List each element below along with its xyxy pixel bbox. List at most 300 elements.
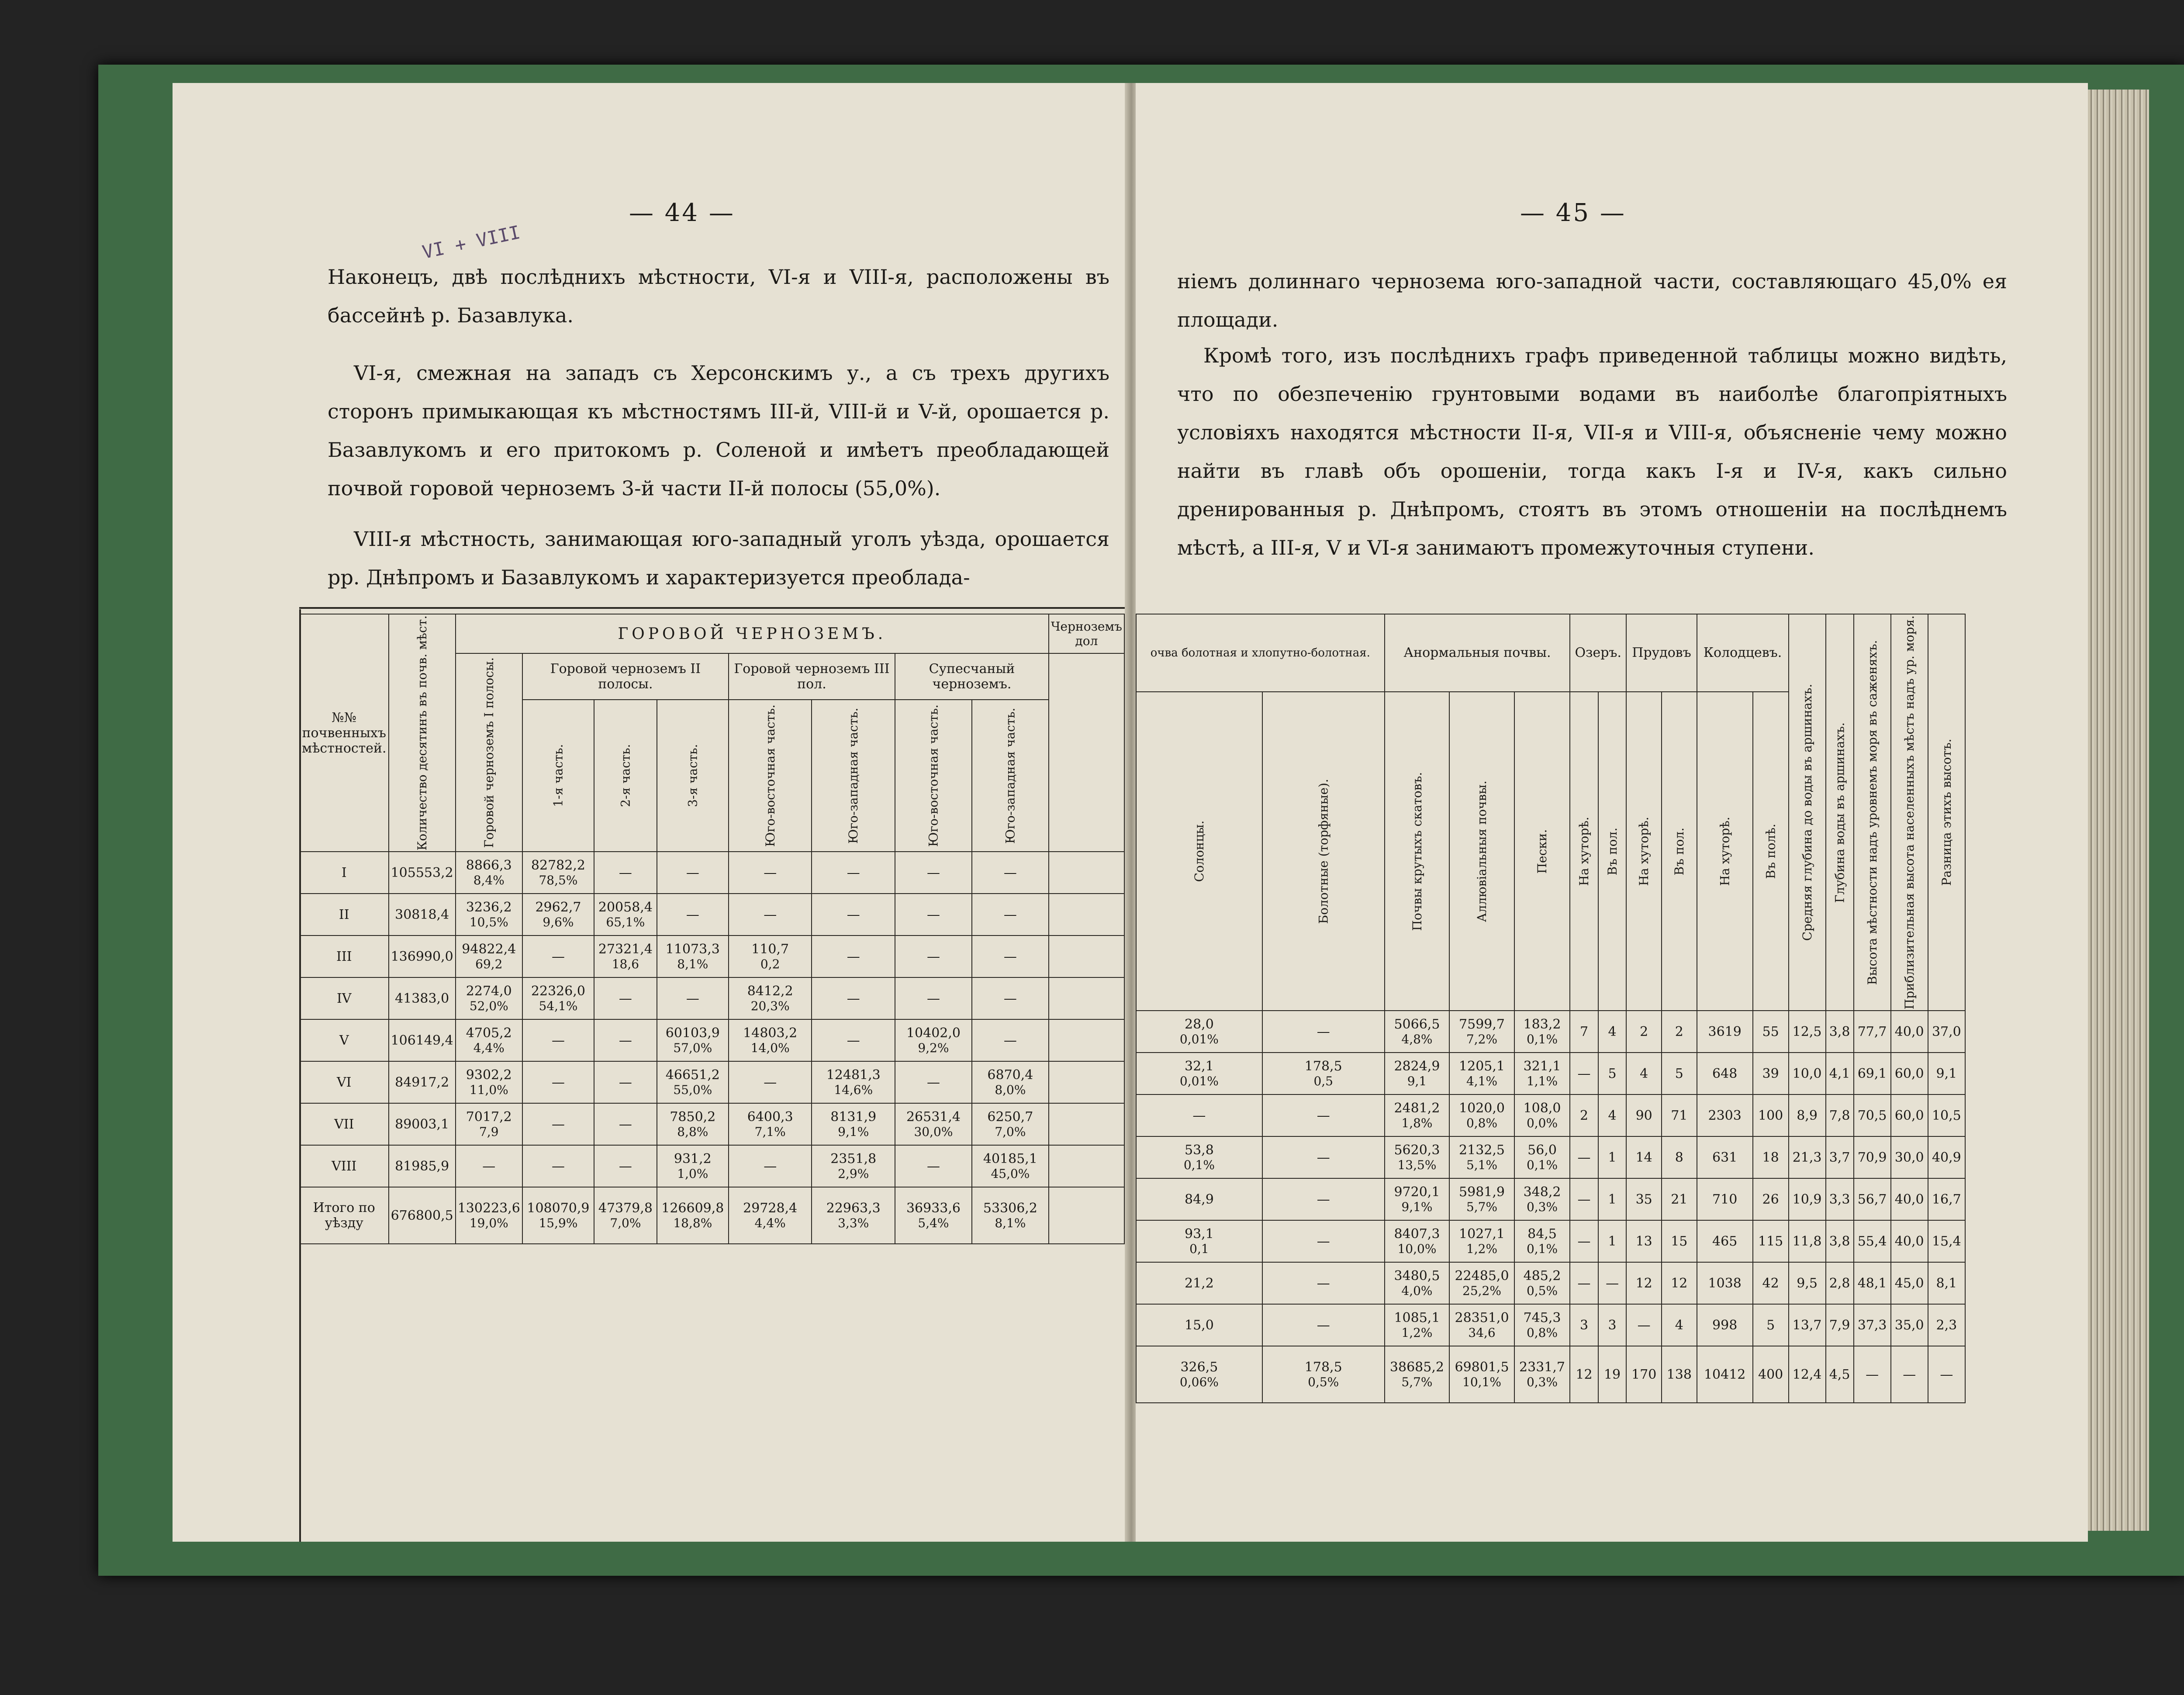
soil-cell-percent: 3,3% [838, 1216, 869, 1231]
soil-cell-percent: 20,3% [750, 999, 790, 1014]
alluv-cell-percent: 25,2% [1462, 1284, 1501, 1298]
soil-cell-percent: 8,1% [677, 957, 708, 972]
col-header-kolod-pol: Въ полѣ. [1753, 692, 1789, 1011]
count-cell: — [1626, 1304, 1662, 1346]
peski-cell-percent: 0,1% [1526, 1242, 1558, 1257]
boloto-cell-percent: 0,5 [1313, 1074, 1333, 1089]
peski-cell-value: 183,2 [1523, 1017, 1561, 1032]
peski-cell-value: 84,5 [1527, 1226, 1557, 1242]
soil-cell [594, 977, 657, 1019]
count-cell: 55 [1753, 1011, 1789, 1053]
alluv-cell-percent: 4,1% [1466, 1074, 1498, 1089]
alluv-cell [1449, 1178, 1514, 1220]
count-cell: 10,0 [1789, 1053, 1826, 1094]
area-cell: 676800,5 [389, 1187, 456, 1244]
group-header-ozer: Озеръ. [1570, 614, 1626, 692]
count-cell: 60,0 [1891, 1094, 1928, 1136]
soil-cell-value: 40185,1 [983, 1151, 1037, 1167]
peski-cell [1514, 1346, 1570, 1403]
soil-cell-percent: 4,4% [473, 1041, 505, 1056]
kruty-cell-value: 1085,1 [1394, 1310, 1440, 1326]
soil-cell-value: — [619, 1116, 632, 1132]
soil-cell-percent: 10,5% [469, 915, 508, 930]
solontsy-cell-value: 32,1 [1185, 1059, 1214, 1074]
table-row [300, 1145, 1124, 1187]
soil-cell [812, 1019, 895, 1061]
soil-cell [594, 1103, 657, 1145]
count-cell: 5 [1753, 1304, 1789, 1346]
count-cell: 4 [1626, 1053, 1662, 1094]
alluv-cell-percent: 5,7% [1466, 1200, 1498, 1215]
count-cell: 7,9 [1826, 1304, 1854, 1346]
soil-cell-value: — [619, 865, 632, 880]
row-label: II [300, 894, 389, 936]
alluv-cell [1449, 1220, 1514, 1262]
alluv-cell [1449, 1262, 1514, 1304]
col-header-number: №№ почвенныхъ мѣстностей. [300, 614, 389, 852]
solontsy-cell-percent: 0,01% [1179, 1074, 1219, 1089]
row-label: VII [300, 1103, 389, 1145]
soil-cell [972, 852, 1049, 894]
col-header-prud-pol: Въ пол. [1662, 692, 1697, 1011]
solontsy-cell [1136, 1136, 1262, 1178]
soil-cell-value: 4705,2 [466, 1025, 512, 1041]
dolin-cut-cell [1049, 977, 1124, 1019]
count-cell: 9,1 [1928, 1053, 1965, 1094]
peski-cell-value: 2331,7 [1519, 1360, 1565, 1375]
count-cell: 70,9 [1854, 1136, 1891, 1178]
soil-cell [522, 894, 594, 936]
soil-cell [522, 852, 594, 894]
soil-cell-value: — [764, 1074, 777, 1090]
alluv-cell-percent: 1,2% [1466, 1242, 1498, 1257]
count-cell: 115 [1753, 1220, 1789, 1262]
count-cell: 9,5 [1789, 1262, 1826, 1304]
peski-cell-value: 745,3 [1523, 1310, 1561, 1326]
left-page [173, 83, 1131, 1542]
solontsy-cell [1136, 1053, 1262, 1094]
count-cell: 1038 [1697, 1262, 1753, 1304]
soil-cell-value: 27321,4 [598, 942, 653, 957]
count-cell: 19 [1598, 1346, 1627, 1403]
count-cell: 3619 [1697, 1011, 1753, 1053]
col-header-sw-3: Юго-западная часть. [812, 700, 895, 852]
soil-cell-value: 108070,9 [527, 1201, 590, 1216]
alluv-cell-value: 69801,5 [1455, 1360, 1509, 1375]
soil-cell-value: 6870,4 [987, 1067, 1033, 1083]
peski-cell [1514, 1304, 1570, 1346]
soil-cell [812, 1103, 895, 1145]
soil-cell-percent: 52,0% [469, 999, 508, 1014]
count-cell: 3,8 [1826, 1220, 1854, 1262]
kruty-cell-percent: 1,2% [1401, 1326, 1433, 1340]
soil-cell-value: 46651,2 [665, 1067, 720, 1083]
alluv-cell [1449, 1136, 1514, 1178]
peski-cell [1514, 1053, 1570, 1094]
kruty-cell [1385, 1011, 1450, 1053]
soil-cell-value: 2351,8 [830, 1151, 877, 1167]
count-cell: 21,3 [1789, 1136, 1826, 1178]
count-cell: 12,4 [1789, 1346, 1826, 1403]
table-row [300, 1103, 1124, 1145]
col-header-se-3: Юго-восточная часть. [729, 700, 812, 852]
count-cell: 100 [1753, 1094, 1789, 1136]
soil-cell [972, 1019, 1049, 1061]
alluv-cell-percent: 7,2% [1466, 1032, 1498, 1047]
col-header-ozer-pol: Въ пол. [1598, 692, 1627, 1011]
soil-cell [729, 1187, 812, 1244]
group-header-gorovoy: ГОРОВОЙ ЧЕРНОЗЕМЪ. [456, 614, 1049, 653]
peski-cell [1514, 1178, 1570, 1220]
peski-cell [1514, 1011, 1570, 1053]
area-cell: 81985,9 [389, 1145, 456, 1187]
count-cell: — [1570, 1262, 1598, 1304]
soil-cell [729, 1145, 812, 1187]
soil-cell [812, 936, 895, 977]
solontsy-cell-percent: 0,01% [1179, 1032, 1219, 1047]
table-row [300, 1019, 1124, 1061]
boloto-cell [1262, 1011, 1385, 1053]
soil-cell-value: 22963,3 [826, 1201, 881, 1216]
soil-cell [522, 1103, 594, 1145]
left-paragraph-2: VI-я, смежная на западъ съ Херсонскимъ у., а съ трехъ другихъ сторонъ примыкающая къ мѣстностямъ III-й, VIII-й и V-й, орошается р. Базавлукомъ и его притокомъ р. Соленой и имѣетъ преобладающей почвой горовой черноземъ 3-й части II-й полосы (55,0%). [328, 361, 1109, 500]
row-label: VI [300, 1061, 389, 1103]
table-row [1136, 1053, 1965, 1094]
kruty-cell-value: 2481,2 [1394, 1101, 1440, 1116]
table-top-rule [299, 607, 1125, 609]
solontsy-cell-value: 15,0 [1185, 1317, 1214, 1333]
peski-cell-percent: 0,5% [1526, 1284, 1558, 1298]
count-cell: 7 [1570, 1011, 1598, 1053]
soil-cell [522, 1061, 594, 1103]
solontsy-cell [1136, 1094, 1262, 1136]
col-header-peski: Пески. [1514, 692, 1570, 1011]
table-row [300, 852, 1124, 894]
count-cell: 11,8 [1789, 1220, 1826, 1262]
count-cell: 2,3 [1928, 1304, 1965, 1346]
count-cell: — [1928, 1346, 1965, 1403]
soil-cell [456, 894, 522, 936]
solontsy-cell [1136, 1346, 1262, 1403]
count-cell: 14 [1626, 1136, 1662, 1178]
table-total-row [1136, 1346, 1965, 1403]
soil-cell-value: 6400,3 [747, 1109, 793, 1125]
soil-cell-percent: 65,1% [606, 915, 645, 930]
soil-cell-percent: 57,0% [673, 1041, 712, 1056]
count-cell: 35,0 [1891, 1304, 1928, 1346]
kruty-cell [1385, 1178, 1450, 1220]
soil-cell-value: 2274,0 [466, 984, 512, 999]
dolin-cut-cell [1049, 1145, 1124, 1187]
soil-cell-value: — [619, 1032, 632, 1048]
soil-cell-value: 94822,4 [462, 942, 516, 957]
table-row [1136, 1262, 1965, 1304]
peski-cell [1514, 1262, 1570, 1304]
kruty-cell-value: 2824,9 [1394, 1059, 1440, 1074]
count-cell: 2,8 [1826, 1262, 1854, 1304]
soil-cell [729, 1061, 812, 1103]
kruty-cell-value: 9720,1 [1394, 1184, 1440, 1200]
soil-cell-percent: 8,4% [473, 873, 505, 888]
soil-cell-value: 9302,2 [466, 1067, 512, 1083]
count-cell: 26 [1753, 1178, 1789, 1220]
col-header-settle-alt: Приблизительная высота населенныхъ мѣстъ надъ ур. моря. [1891, 614, 1928, 1011]
count-cell: 39 [1753, 1053, 1789, 1094]
soil-cell-value: — [926, 1158, 940, 1174]
peski-cell-percent: 0,3% [1526, 1200, 1558, 1215]
solontsy-cell-value: 28,0 [1185, 1017, 1214, 1032]
count-cell: 40,0 [1891, 1178, 1928, 1220]
soil-cell-value: — [551, 949, 565, 964]
soil-cell [594, 1187, 657, 1244]
soil-cell-value: 36933,6 [906, 1201, 961, 1216]
kruty-cell [1385, 1346, 1450, 1403]
soil-cell [895, 894, 972, 936]
soil-cell-value: — [1003, 991, 1017, 1006]
soil-cell-percent: 4,4% [754, 1216, 786, 1231]
count-cell: 42 [1753, 1262, 1789, 1304]
col-header-dolin-cut [1049, 653, 1124, 852]
alluv-cell-percent: 0,8% [1466, 1116, 1498, 1131]
count-cell: 69,1 [1854, 1053, 1891, 1094]
soil-cell-value: — [686, 907, 699, 922]
soil-cell [657, 977, 729, 1019]
soil-cell [456, 1103, 522, 1145]
soil-cell [594, 894, 657, 936]
sub-header-sandy: Супесчаный черноземъ. [895, 653, 1049, 700]
row-label: Итого по уѣзду [300, 1187, 389, 1244]
row-label: IV [300, 977, 389, 1019]
soil-cell [972, 936, 1049, 977]
col-header-water: Глубина воды въ аршинахъ. [1826, 614, 1854, 1011]
soil-cell [812, 1187, 895, 1244]
table-row [1136, 1178, 1965, 1220]
soil-cell-value: 82782,2 [531, 858, 585, 873]
kruty-cell-value: 5066,5 [1394, 1017, 1440, 1032]
alluv-cell-value: 7599,7 [1459, 1017, 1505, 1032]
col-header-ozer-hut: На хуторѣ. [1570, 692, 1598, 1011]
boloto-cell-value: — [1317, 1024, 1330, 1039]
count-cell: 3 [1570, 1304, 1598, 1346]
soil-cell [812, 852, 895, 894]
soil-cell-percent: 69,2 [475, 957, 503, 972]
solontsy-cell-percent: 0,06% [1179, 1375, 1219, 1390]
boloto-cell [1262, 1220, 1385, 1262]
alluv-cell-value: 28351,0 [1455, 1310, 1509, 1326]
count-cell: 8 [1662, 1136, 1697, 1178]
alluv-cell-value: 1020,0 [1459, 1101, 1505, 1116]
left-page-number: — 44 — [629, 199, 735, 227]
soil-cell-value: 8866,3 [466, 858, 512, 873]
area-cell: 41383,0 [389, 977, 456, 1019]
soil-cell [895, 852, 972, 894]
kruty-cell-percent: 13,5% [1397, 1158, 1437, 1173]
soil-cell [594, 852, 657, 894]
count-cell: 12 [1662, 1262, 1697, 1304]
soil-cell [657, 1103, 729, 1145]
boloto-cell-value: 178,5 [1304, 1360, 1342, 1375]
count-cell: 12 [1626, 1262, 1662, 1304]
boloto-cell-value: — [1317, 1275, 1330, 1291]
col-header-solontsy: Солонцы. [1136, 692, 1262, 1011]
soil-cell [895, 1019, 972, 1061]
alluv-cell-percent: 10,1% [1462, 1375, 1501, 1390]
soil-cell [657, 852, 729, 894]
soil-cell-value: — [847, 949, 860, 964]
soil-cell-value: — [847, 907, 860, 922]
boloto-cell-percent: 0,5% [1308, 1375, 1339, 1390]
count-cell: 21 [1662, 1178, 1697, 1220]
soil-cell-percent: 30,0% [914, 1125, 953, 1139]
table-row [300, 894, 1124, 936]
soil-cell [972, 1187, 1049, 1244]
kruty-cell [1385, 1304, 1450, 1346]
soil-cell [729, 977, 812, 1019]
table-row [1136, 1220, 1965, 1262]
count-cell: — [1570, 1178, 1598, 1220]
kruty-cell-percent: 4,0% [1401, 1284, 1433, 1298]
soil-cell-percent: 45,0% [991, 1167, 1030, 1181]
kruty-cell-percent: 10,0% [1397, 1242, 1437, 1257]
soil-cell-value: — [847, 865, 860, 880]
peski-cell [1514, 1220, 1570, 1262]
soil-cell-percent: 54,1% [539, 999, 578, 1014]
soil-cell-value: 60103,9 [665, 1025, 720, 1041]
soil-cell-percent: 11,0% [469, 1083, 508, 1098]
soil-cell [812, 1145, 895, 1187]
soil-cell-value: 931,2 [674, 1151, 712, 1167]
soil-cell [594, 936, 657, 977]
peski-cell-percent: 1,1% [1526, 1074, 1558, 1089]
soil-cell-value: 8412,2 [747, 984, 793, 999]
boloto-cell [1262, 1094, 1385, 1136]
soil-cell-percent: 18,6 [612, 957, 639, 972]
soil-cell-value: 3236,2 [466, 900, 512, 915]
group-header-prud: Прудовъ [1626, 614, 1697, 692]
right-paragraph-2: Кромѣ того, изъ послѣднихъ графъ приведенной таблицы можно видѣть, что по обезпеченію грунтовыми водами въ наиболѣе благопріятныхъ условіяхъ находятся мѣстности II-я, VII-я и VIII-я, объясненіе чему можно найти въ главѣ объ орошеніи, тогда какъ I-я и IV-я, какъ сильно дренированныя р. Днѣпромъ, стоятъ въ этомъ отношеніи на послѣднемъ мѣстѣ, а III-я, V и VI-я занимаютъ промежуточныя ступени. [1177, 344, 2007, 559]
alluv-cell-percent: 5,1% [1466, 1158, 1498, 1173]
table-row [1136, 1094, 1965, 1136]
count-cell: 7,8 [1826, 1094, 1854, 1136]
row-label: VIII [300, 1145, 389, 1187]
area-cell: 105553,2 [389, 852, 456, 894]
boloto-cell-value: — [1317, 1150, 1330, 1165]
count-cell: 15 [1662, 1220, 1697, 1262]
kruty-cell [1385, 1053, 1450, 1094]
soil-cell-value: — [847, 1032, 860, 1048]
soil-cell-value: 130223,6 [457, 1201, 520, 1216]
soil-cell [972, 977, 1049, 1019]
alluv-cell [1449, 1304, 1514, 1346]
count-cell: 465 [1697, 1220, 1753, 1262]
peski-cell-value: 321,1 [1523, 1059, 1561, 1074]
dolin-cut-cell [1049, 936, 1124, 977]
kruty-cell [1385, 1094, 1450, 1136]
soil-cell-value: — [764, 907, 777, 922]
soil-cell-value: — [619, 1074, 632, 1090]
peski-cell [1514, 1136, 1570, 1178]
soil-cell [657, 1061, 729, 1103]
count-cell: 400 [1753, 1346, 1789, 1403]
group-header-boloto: очва болотная и хлопутно-болотная. [1136, 614, 1385, 692]
solontsy-cell-percent: 0,1% [1183, 1158, 1215, 1173]
solontsy-cell [1136, 1304, 1262, 1346]
peski-cell-percent: 0,3% [1526, 1375, 1558, 1390]
soil-cell-percent: 15,9% [539, 1216, 578, 1231]
soil-cell-value: 110,7 [751, 942, 789, 957]
kruty-cell-value: 3480,5 [1394, 1268, 1440, 1284]
col-header-sw-sandy: Юго-западная часть. [972, 700, 1049, 852]
count-cell: 10,5 [1928, 1094, 1965, 1136]
soil-cell [594, 1061, 657, 1103]
count-cell: 3,3 [1826, 1178, 1854, 1220]
alluv-cell-value: 22485,0 [1455, 1268, 1509, 1284]
soil-cell [895, 1187, 972, 1244]
alluv-cell-value: 5981,9 [1459, 1184, 1505, 1200]
count-cell: 8,1 [1928, 1262, 1965, 1304]
soil-cell-value: — [926, 991, 940, 1006]
soil-cell-value: 7017,2 [466, 1109, 512, 1125]
soil-cell-value: 14803,2 [743, 1025, 798, 1041]
right-page [1136, 83, 2088, 1542]
row-label: I [300, 852, 389, 894]
count-cell: 1 [1598, 1220, 1627, 1262]
right-page-number: — 45 — [1520, 199, 1626, 227]
soil-cell-value: — [551, 1158, 565, 1174]
count-cell: 40,0 [1891, 1011, 1928, 1053]
soil-cell-percent: 9,2% [918, 1041, 949, 1056]
solontsy-cell-value: 84,9 [1185, 1191, 1214, 1207]
count-cell: 4,5 [1826, 1346, 1854, 1403]
soil-cell-percent: 0,2 [760, 957, 780, 972]
peski-cell-percent: 0,0% [1526, 1116, 1558, 1131]
count-cell: 48,1 [1854, 1262, 1891, 1304]
count-cell: 2 [1570, 1094, 1598, 1136]
sub-header-band2: Горовой черноземъ II полосы. [522, 653, 729, 700]
soil-cell-value: — [1003, 907, 1017, 922]
count-cell: 3,7 [1826, 1136, 1854, 1178]
count-cell: 2303 [1697, 1094, 1753, 1136]
soil-cell-percent: 1,0% [677, 1167, 708, 1181]
soil-cell [456, 1145, 522, 1187]
count-cell: 8,9 [1789, 1094, 1826, 1136]
kruty-cell-percent: 9,1% [1401, 1200, 1433, 1215]
soil-cell-percent: 5,4% [918, 1216, 949, 1231]
count-cell: 4 [1598, 1011, 1627, 1053]
soil-cell-value: 12481,3 [826, 1067, 881, 1083]
col-header-part2: 2-я часть. [594, 700, 657, 852]
kruty-cell-value: 5620,3 [1394, 1143, 1440, 1158]
kruty-cell [1385, 1136, 1450, 1178]
left-paragraph-1: Наконецъ, двѣ послѣднихъ мѣстности, VI-я и VIII-я, расположены въ бассейнѣ р. Базавлука. [328, 265, 1109, 327]
soil-cell [456, 852, 522, 894]
area-cell: 106149,4 [389, 1019, 456, 1061]
soil-cell-value: — [619, 991, 632, 1006]
count-cell: 71 [1662, 1094, 1697, 1136]
soil-cell [522, 1187, 594, 1244]
soil-cell [657, 1145, 729, 1187]
soil-cell [522, 1145, 594, 1187]
soil-cell [729, 894, 812, 936]
count-cell: 4 [1662, 1304, 1697, 1346]
count-cell: 30,0 [1891, 1136, 1928, 1178]
col-header-band1: Горовой черноземъ I полосы. [456, 653, 522, 852]
soil-cell-value: 29728,4 [743, 1201, 798, 1216]
count-cell: 5 [1662, 1053, 1697, 1094]
boloto-cell [1262, 1178, 1385, 1220]
soil-cell [895, 1103, 972, 1145]
count-cell: 631 [1697, 1136, 1753, 1178]
